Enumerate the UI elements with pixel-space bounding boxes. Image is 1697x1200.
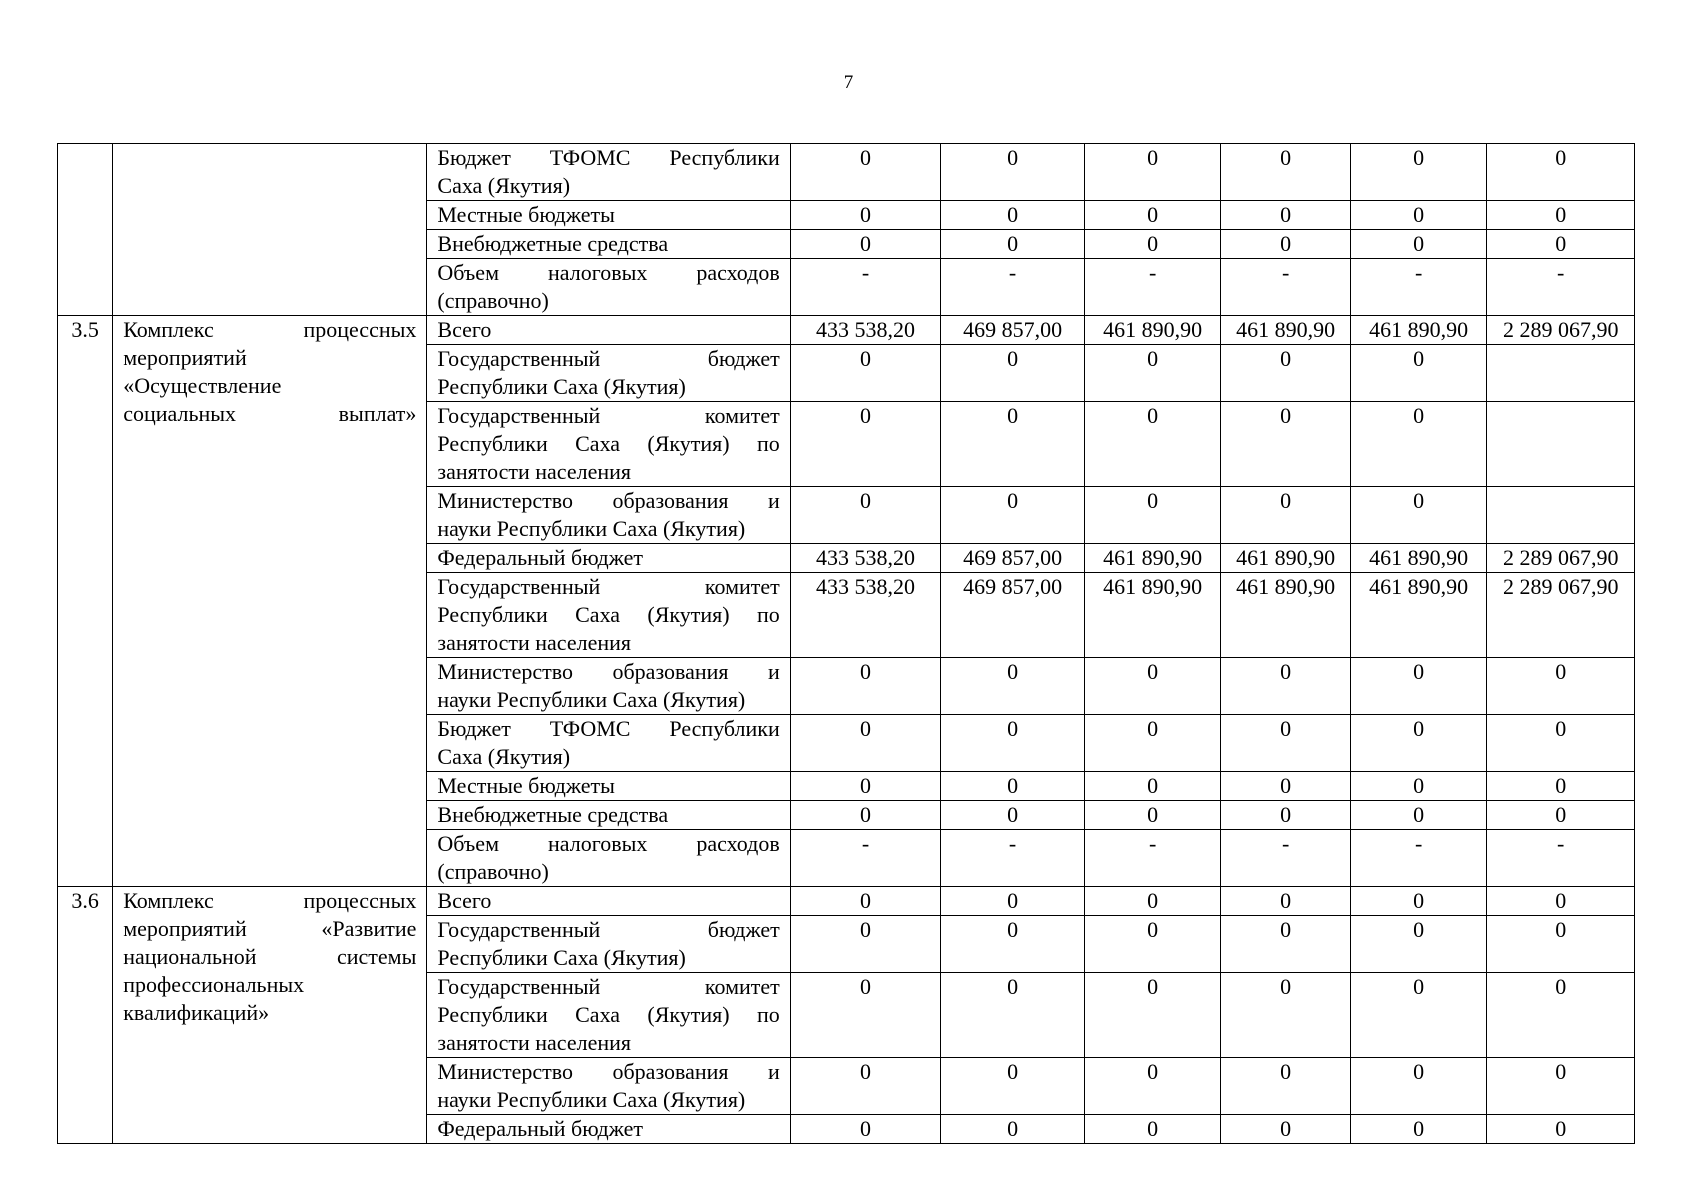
value-cell: 0 <box>1084 772 1221 801</box>
value-cell: 0 <box>790 715 941 772</box>
value-cell: - <box>1350 830 1487 887</box>
value-cell: 0 <box>1084 801 1221 830</box>
funding-source: Местные бюджеты <box>427 201 790 230</box>
value-cell: 0 <box>941 144 1085 201</box>
value-cell: 0 <box>790 402 941 487</box>
funding-source: Всего <box>427 887 790 916</box>
value-cell: 0 <box>790 772 941 801</box>
value-cell: 0 <box>1350 402 1487 487</box>
value-cell: 0 <box>1084 230 1221 259</box>
value-cell <box>1487 345 1635 402</box>
value-cell: - <box>1487 259 1635 316</box>
value-cell: 469 857,00 <box>941 316 1085 345</box>
value-cell: 433 538,20 <box>790 544 941 573</box>
value-cell: 0 <box>941 402 1085 487</box>
value-cell: 0 <box>790 487 941 544</box>
value-cell: 0 <box>1350 1115 1487 1144</box>
value-cell: 0 <box>1350 144 1487 201</box>
value-cell: 0 <box>941 772 1085 801</box>
table-row <box>58 144 1635 201</box>
value-cell: 0 <box>790 887 941 916</box>
funding-source: Всего <box>427 316 790 345</box>
value-cell: 0 <box>1084 1058 1221 1115</box>
value-cell: 461 890,90 <box>1084 573 1221 658</box>
value-cell: 0 <box>941 345 1085 402</box>
value-cell: 0 <box>941 230 1085 259</box>
value-cell: 0 <box>1084 916 1221 973</box>
value-cell: 0 <box>1487 1115 1635 1144</box>
value-cell: 0 <box>1221 887 1350 916</box>
value-cell: 0 <box>941 487 1085 544</box>
value-cell: 0 <box>1487 658 1635 715</box>
value-cell <box>1487 402 1635 487</box>
value-cell <box>1487 487 1635 544</box>
value-cell: - <box>1487 830 1635 887</box>
value-cell: 0 <box>1221 916 1350 973</box>
value-cell: 0 <box>1221 345 1350 402</box>
value-cell: 0 <box>1350 973 1487 1058</box>
funding-source: Бюджет ТФОМС Республики Саха (Якутия) <box>427 144 790 201</box>
value-cell: 2 289 067,90 <box>1487 573 1635 658</box>
section-name: Комплекс процессных мероприятий «Развитие национальной системы профессиональных квалификаций» <box>113 887 427 1144</box>
value-cell: 0 <box>1221 402 1350 487</box>
value-cell: 0 <box>1084 887 1221 916</box>
value-cell: 0 <box>1487 230 1635 259</box>
value-cell: 0 <box>1487 772 1635 801</box>
value-cell: 0 <box>790 801 941 830</box>
funding-source: Федеральный бюджет <box>427 1115 790 1144</box>
funding-source: Федеральный бюджет <box>427 544 790 573</box>
funding-source: Внебюджетные средства <box>427 801 790 830</box>
value-cell: 469 857,00 <box>941 573 1085 658</box>
value-cell: 0 <box>1084 487 1221 544</box>
table-row <box>58 887 1635 916</box>
funding-source: Министерство образования и науки Республики Саха (Якутия) <box>427 1058 790 1115</box>
value-cell: 0 <box>941 1115 1085 1144</box>
value-cell: - <box>1350 259 1487 316</box>
value-cell: - <box>1084 830 1221 887</box>
value-cell: 461 890,90 <box>1350 316 1487 345</box>
funding-source: Государственный комитет Республики Саха (Якутия) по занятости населения <box>427 973 790 1058</box>
value-cell: - <box>1221 259 1350 316</box>
value-cell: 0 <box>790 144 941 201</box>
value-cell: 0 <box>1084 144 1221 201</box>
value-cell: 0 <box>1487 201 1635 230</box>
value-cell: 0 <box>790 1115 941 1144</box>
section-number: 3.5 <box>58 316 113 887</box>
value-cell: 0 <box>1221 973 1350 1058</box>
value-cell: - <box>790 259 941 316</box>
value-cell: 0 <box>1221 658 1350 715</box>
value-cell: 0 <box>1221 1115 1350 1144</box>
value-cell: 433 538,20 <box>790 573 941 658</box>
value-cell: 0 <box>1084 658 1221 715</box>
value-cell: 0 <box>1084 402 1221 487</box>
value-cell: 0 <box>1221 487 1350 544</box>
value-cell: 0 <box>941 801 1085 830</box>
funding-source: Государственный бюджет Республики Саха (Якутия) <box>427 345 790 402</box>
value-cell: 0 <box>1221 230 1350 259</box>
value-cell: 0 <box>1487 916 1635 973</box>
value-cell: 0 <box>941 887 1085 916</box>
value-cell: 0 <box>1350 487 1487 544</box>
value-cell: 0 <box>1350 345 1487 402</box>
funding-source: Объем налоговых расходов (справочно) <box>427 830 790 887</box>
value-cell: 0 <box>941 201 1085 230</box>
funding-table <box>57 143 1635 1144</box>
value-cell: 0 <box>1487 887 1635 916</box>
value-cell: 0 <box>1350 715 1487 772</box>
value-cell: 0 <box>941 658 1085 715</box>
funding-source: Министерство образования и науки Республики Саха (Якутия) <box>427 658 790 715</box>
value-cell: 2 289 067,90 <box>1487 544 1635 573</box>
value-cell: 0 <box>1221 201 1350 230</box>
value-cell: 0 <box>1221 801 1350 830</box>
value-cell: 0 <box>1221 772 1350 801</box>
table-row <box>58 316 1635 345</box>
section-name <box>113 144 427 316</box>
value-cell: 0 <box>1487 1058 1635 1115</box>
value-cell: - <box>790 830 941 887</box>
funding-source: Внебюджетные средства <box>427 230 790 259</box>
value-cell: - <box>1221 830 1350 887</box>
value-cell: 461 890,90 <box>1084 316 1221 345</box>
value-cell: 0 <box>941 715 1085 772</box>
value-cell: 0 <box>1350 887 1487 916</box>
value-cell: 0 <box>1221 1058 1350 1115</box>
value-cell: 461 890,90 <box>1350 544 1487 573</box>
value-cell: 0 <box>790 973 941 1058</box>
value-cell: 461 890,90 <box>1350 573 1487 658</box>
value-cell: 0 <box>790 230 941 259</box>
value-cell: 0 <box>1487 973 1635 1058</box>
value-cell: 0 <box>1084 715 1221 772</box>
value-cell: 0 <box>1084 345 1221 402</box>
value-cell: 0 <box>790 345 941 402</box>
section-number <box>58 144 113 316</box>
value-cell: 0 <box>941 916 1085 973</box>
funding-source: Объем налоговых расходов (справочно) <box>427 259 790 316</box>
value-cell: 0 <box>790 916 941 973</box>
value-cell: 0 <box>1350 201 1487 230</box>
funding-source: Государственный комитет Республики Саха (Якутия) по занятости населения <box>427 402 790 487</box>
value-cell: 0 <box>1350 658 1487 715</box>
value-cell: 0 <box>941 1058 1085 1115</box>
funding-table-body <box>58 144 1635 1144</box>
funding-source: Бюджет ТФОМС Республики Саха (Якутия) <box>427 715 790 772</box>
value-cell: 0 <box>1350 230 1487 259</box>
section-name: Комплекс процессных мероприятий «Осуществление социальных выплат» <box>113 316 427 887</box>
funding-source: Государственный комитет Республики Саха (Якутия) по занятости населения <box>427 573 790 658</box>
value-cell: 0 <box>1350 801 1487 830</box>
value-cell: - <box>941 830 1085 887</box>
funding-source: Министерство образования и науки Республики Саха (Якутия) <box>427 487 790 544</box>
funding-source: Местные бюджеты <box>427 772 790 801</box>
value-cell: 0 <box>1221 715 1350 772</box>
value-cell: 0 <box>1084 973 1221 1058</box>
value-cell: 0 <box>1350 1058 1487 1115</box>
funding-source: Государственный бюджет Республики Саха (Якутия) <box>427 916 790 973</box>
value-cell: 461 890,90 <box>1221 544 1350 573</box>
value-cell: 0 <box>1221 144 1350 201</box>
value-cell: 0 <box>790 201 941 230</box>
section-number: 3.6 <box>58 887 113 1144</box>
page-number: 7 <box>843 72 854 93</box>
value-cell: 0 <box>1487 801 1635 830</box>
value-cell: 461 890,90 <box>1221 573 1350 658</box>
value-cell: - <box>1084 259 1221 316</box>
value-cell: 0 <box>1084 1115 1221 1144</box>
value-cell: 0 <box>1487 144 1635 201</box>
value-cell: - <box>941 259 1085 316</box>
value-cell: 2 289 067,90 <box>1487 316 1635 345</box>
value-cell: 433 538,20 <box>790 316 941 345</box>
value-cell: 0 <box>790 658 941 715</box>
value-cell: 461 890,90 <box>1084 544 1221 573</box>
value-cell: 461 890,90 <box>1221 316 1350 345</box>
value-cell: 0 <box>1350 916 1487 973</box>
value-cell: 0 <box>1084 201 1221 230</box>
value-cell: 469 857,00 <box>941 544 1085 573</box>
value-cell: 0 <box>1487 715 1635 772</box>
value-cell: 0 <box>941 973 1085 1058</box>
value-cell: 0 <box>1350 772 1487 801</box>
value-cell: 0 <box>790 1058 941 1115</box>
